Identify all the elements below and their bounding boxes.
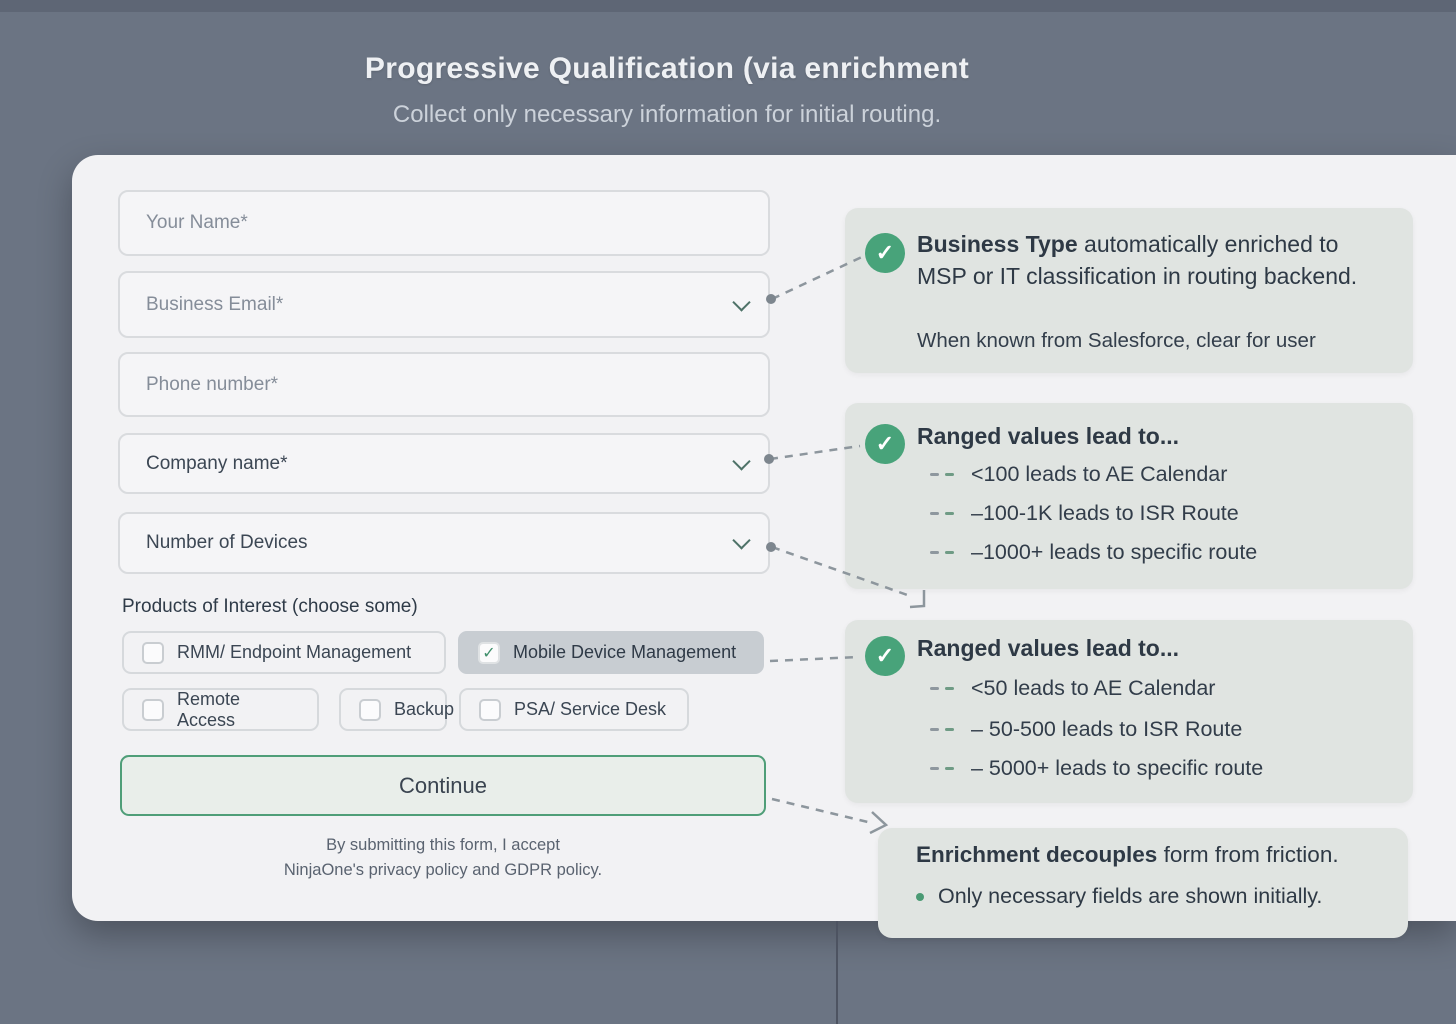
product-chip-mobile-device-management[interactable] — [458, 631, 764, 674]
ranged-item-text: – 50-500 leads to ISR Route — [971, 717, 1243, 741]
product-chip-label: RMM/ Endpoint Management — [177, 642, 412, 662]
disclaimer-line-2: NinjaOne's privacy policy and GDPR policy. — [283, 861, 603, 879]
chevron-down-icon — [732, 531, 750, 549]
ranged-item — [930, 676, 1215, 701]
business-email-select[interactable] — [118, 271, 770, 338]
annotation-title — [917, 420, 1391, 452]
ranged-item — [930, 756, 1263, 781]
annotation-title-bold: Business Type — [917, 231, 1078, 257]
product-chip-label: PSA/ Service Desk — [514, 699, 667, 719]
products-of-interest-label: Products of Interest (choose some) — [122, 596, 418, 617]
dash-marker-icon — [930, 728, 957, 731]
annotation-title — [917, 632, 1391, 664]
number-of-devices-label: Number of Devices — [146, 532, 308, 553]
annotation-ranged-values-2 — [845, 620, 1413, 803]
page-subtitle: Collect only necessary information for initial routing. — [392, 101, 942, 128]
annotation-title-rest: automatically enriched to MSP or IT classification in routing backend. — [917, 231, 1358, 289]
business-email-placeholder: Business Email* — [146, 293, 284, 315]
annotation-ranged-values-1 — [845, 403, 1413, 589]
chevron-down-icon — [732, 293, 750, 311]
annotation-subtitle: When known from Salesforce, clear for user — [917, 329, 1316, 352]
ranged-item-text: <100 leads to AE Calendar — [971, 462, 1228, 486]
checkbox-unchecked-icon — [479, 699, 501, 721]
product-chip-remote-access[interactable] — [122, 688, 319, 731]
ranged-item — [930, 501, 1239, 526]
dash-marker-icon — [930, 512, 957, 515]
checkbox-unchecked-icon — [142, 642, 164, 664]
check-circle-icon: ✓ — [865, 636, 905, 676]
ranged-item — [930, 717, 1242, 742]
continue-button[interactable]: Continue — [120, 755, 766, 816]
bullet-dot-icon — [916, 893, 924, 901]
dash-marker-icon — [930, 767, 957, 770]
name-input[interactable] — [118, 190, 770, 256]
product-chip-rmm-endpoint-management[interactable] — [122, 631, 446, 674]
annotation-title — [916, 842, 1386, 868]
annotation-title-bold: Ranged values lead to... — [917, 635, 1180, 661]
annotation-business-type — [845, 208, 1413, 373]
ranged-item-text: – 5000+ leads to specific route — [971, 756, 1264, 780]
chevron-down-icon — [732, 452, 750, 470]
phone-input[interactable] — [118, 352, 770, 417]
product-chip-psa-service-desk[interactable] — [459, 688, 689, 731]
ranged-item-text: –100-1K leads to ISR Route — [971, 501, 1239, 525]
dash-marker-icon — [930, 473, 957, 476]
product-chip-backup[interactable] — [339, 688, 455, 731]
vertical-divider — [836, 921, 838, 1024]
dash-marker-icon — [930, 551, 957, 554]
company-name-label: Company name* — [146, 452, 288, 474]
product-chip-label: Mobile Device Management — [513, 642, 737, 662]
annotation-title-bold: Enrichment decouples — [916, 842, 1158, 867]
ranged-item-text: <50 leads to AE Calendar — [971, 676, 1216, 700]
company-name-select[interactable] — [118, 433, 770, 494]
top-edge-strip — [0, 0, 1456, 12]
page-title: Progressive Qualification (via enrichment — [364, 52, 970, 85]
annotation-title-rest: form from friction. — [1157, 842, 1339, 867]
ranged-item — [930, 462, 1227, 487]
dash-marker-icon — [930, 687, 957, 690]
ranged-item-text: –1000+ leads to specific route — [971, 540, 1258, 564]
ranged-item — [930, 540, 1257, 565]
check-circle-icon: ✓ — [865, 233, 905, 273]
disclaimer-line-1: By submitting this form, I accept — [326, 836, 560, 854]
phone-input-placeholder: Phone number* — [146, 373, 279, 395]
number-of-devices-select[interactable] — [118, 512, 770, 574]
checkbox-unchecked-icon — [359, 699, 381, 721]
product-chip-label: Backup — [394, 699, 455, 719]
product-chip-label: Remote Access — [177, 688, 241, 730]
annotation-enrichment — [878, 828, 1408, 938]
check-circle-icon: ✓ — [865, 424, 905, 464]
annotation-title — [917, 228, 1391, 292]
annotation-bullet-text: Only necessary fields are shown initially. — [938, 884, 1323, 908]
name-input-placeholder: Your Name* — [146, 212, 248, 233]
checkbox-unchecked-icon — [142, 699, 164, 721]
annotation-bullet — [916, 884, 1322, 909]
checkbox-checked-icon: ✓ — [478, 642, 500, 664]
annotation-title-bold: Ranged values lead to... — [917, 423, 1180, 449]
